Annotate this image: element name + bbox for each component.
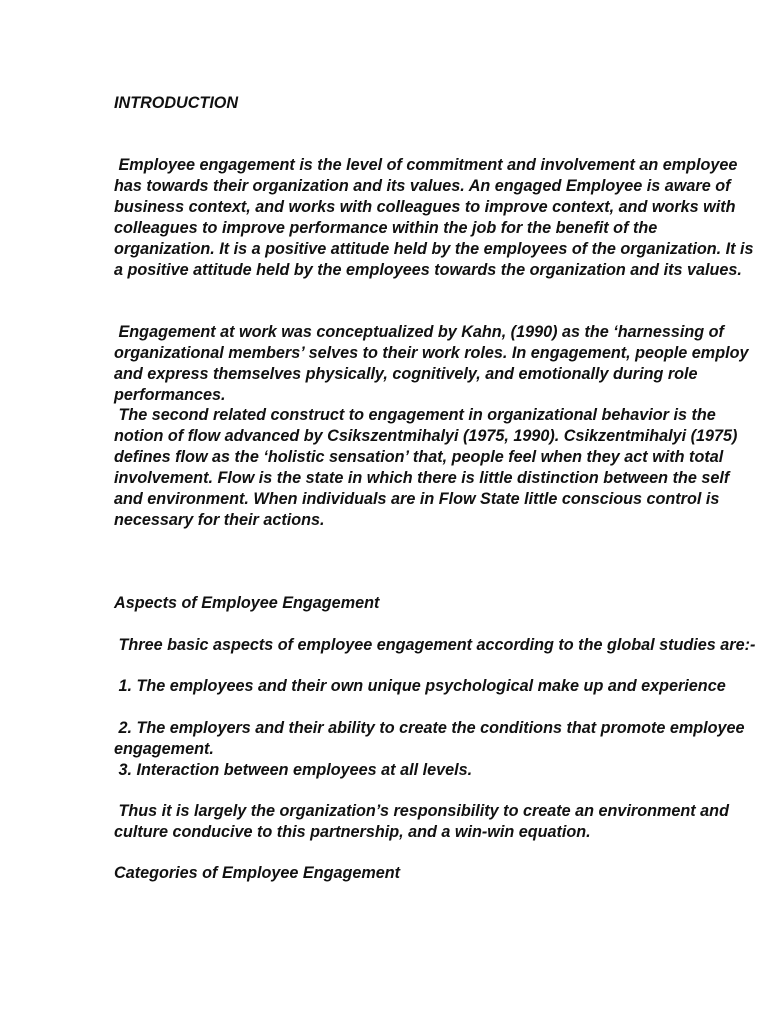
paragraph-responsibility: Thus it is largely the organization’s responsibility to create an environment and culture conducive to this partnership, and a win-win equation.	[114, 802, 734, 841]
paragraph-flow: The second related construct to engagement in organizational behavior is the notion of flow advanced by Csikszentmihalyi (1975, 1990). Csikzentmihalyi (1975) defines flow as the ‘holistic sensation’ that, people feel when they act with total involvement. Flow is the state in which there is little distinction between the self and environment. When individuals are in Flow State little conscious control is necessary for their actions.	[114, 406, 742, 529]
aspects-intro: Three basic aspects of employee engagement according to the global studies are:-	[114, 636, 756, 654]
aspects-heading: Aspects of Employee Engagement	[114, 594, 380, 612]
aspects-item-3: 3. Interaction between employees at all levels.	[114, 761, 473, 779]
categories-heading: Categories of Employee Engagement	[114, 864, 401, 882]
aspects-item-2: 2. The employers and their ability to create the conditions that promote employee engagement.	[114, 719, 750, 758]
paragraph-kahn: Engagement at work was conceptualized by Kahn, (1990) as the ‘harnessing of organizational members’ selves to their work roles. In engagement, people employ and express themselves physically, cognitively, and emotionally during role performances.	[114, 323, 753, 404]
paragraph-engagement-definition: Employee engagement is the level of commitment and involvement an employee has towards their organization and its values. An engaged Employee is aware of business context, and works with colleagues to improve context, and works with colleagues to improve performance within the job for the benefit of the organization. It is a positive attitude held by the employees of the organization. It is a positive attitude held by the employees towards the organization and its values.	[114, 156, 758, 279]
intro-heading: INTRODUCTION	[114, 94, 239, 112]
aspects-item-1: 1. The employees and their own unique psychological make up and experience	[114, 677, 726, 695]
